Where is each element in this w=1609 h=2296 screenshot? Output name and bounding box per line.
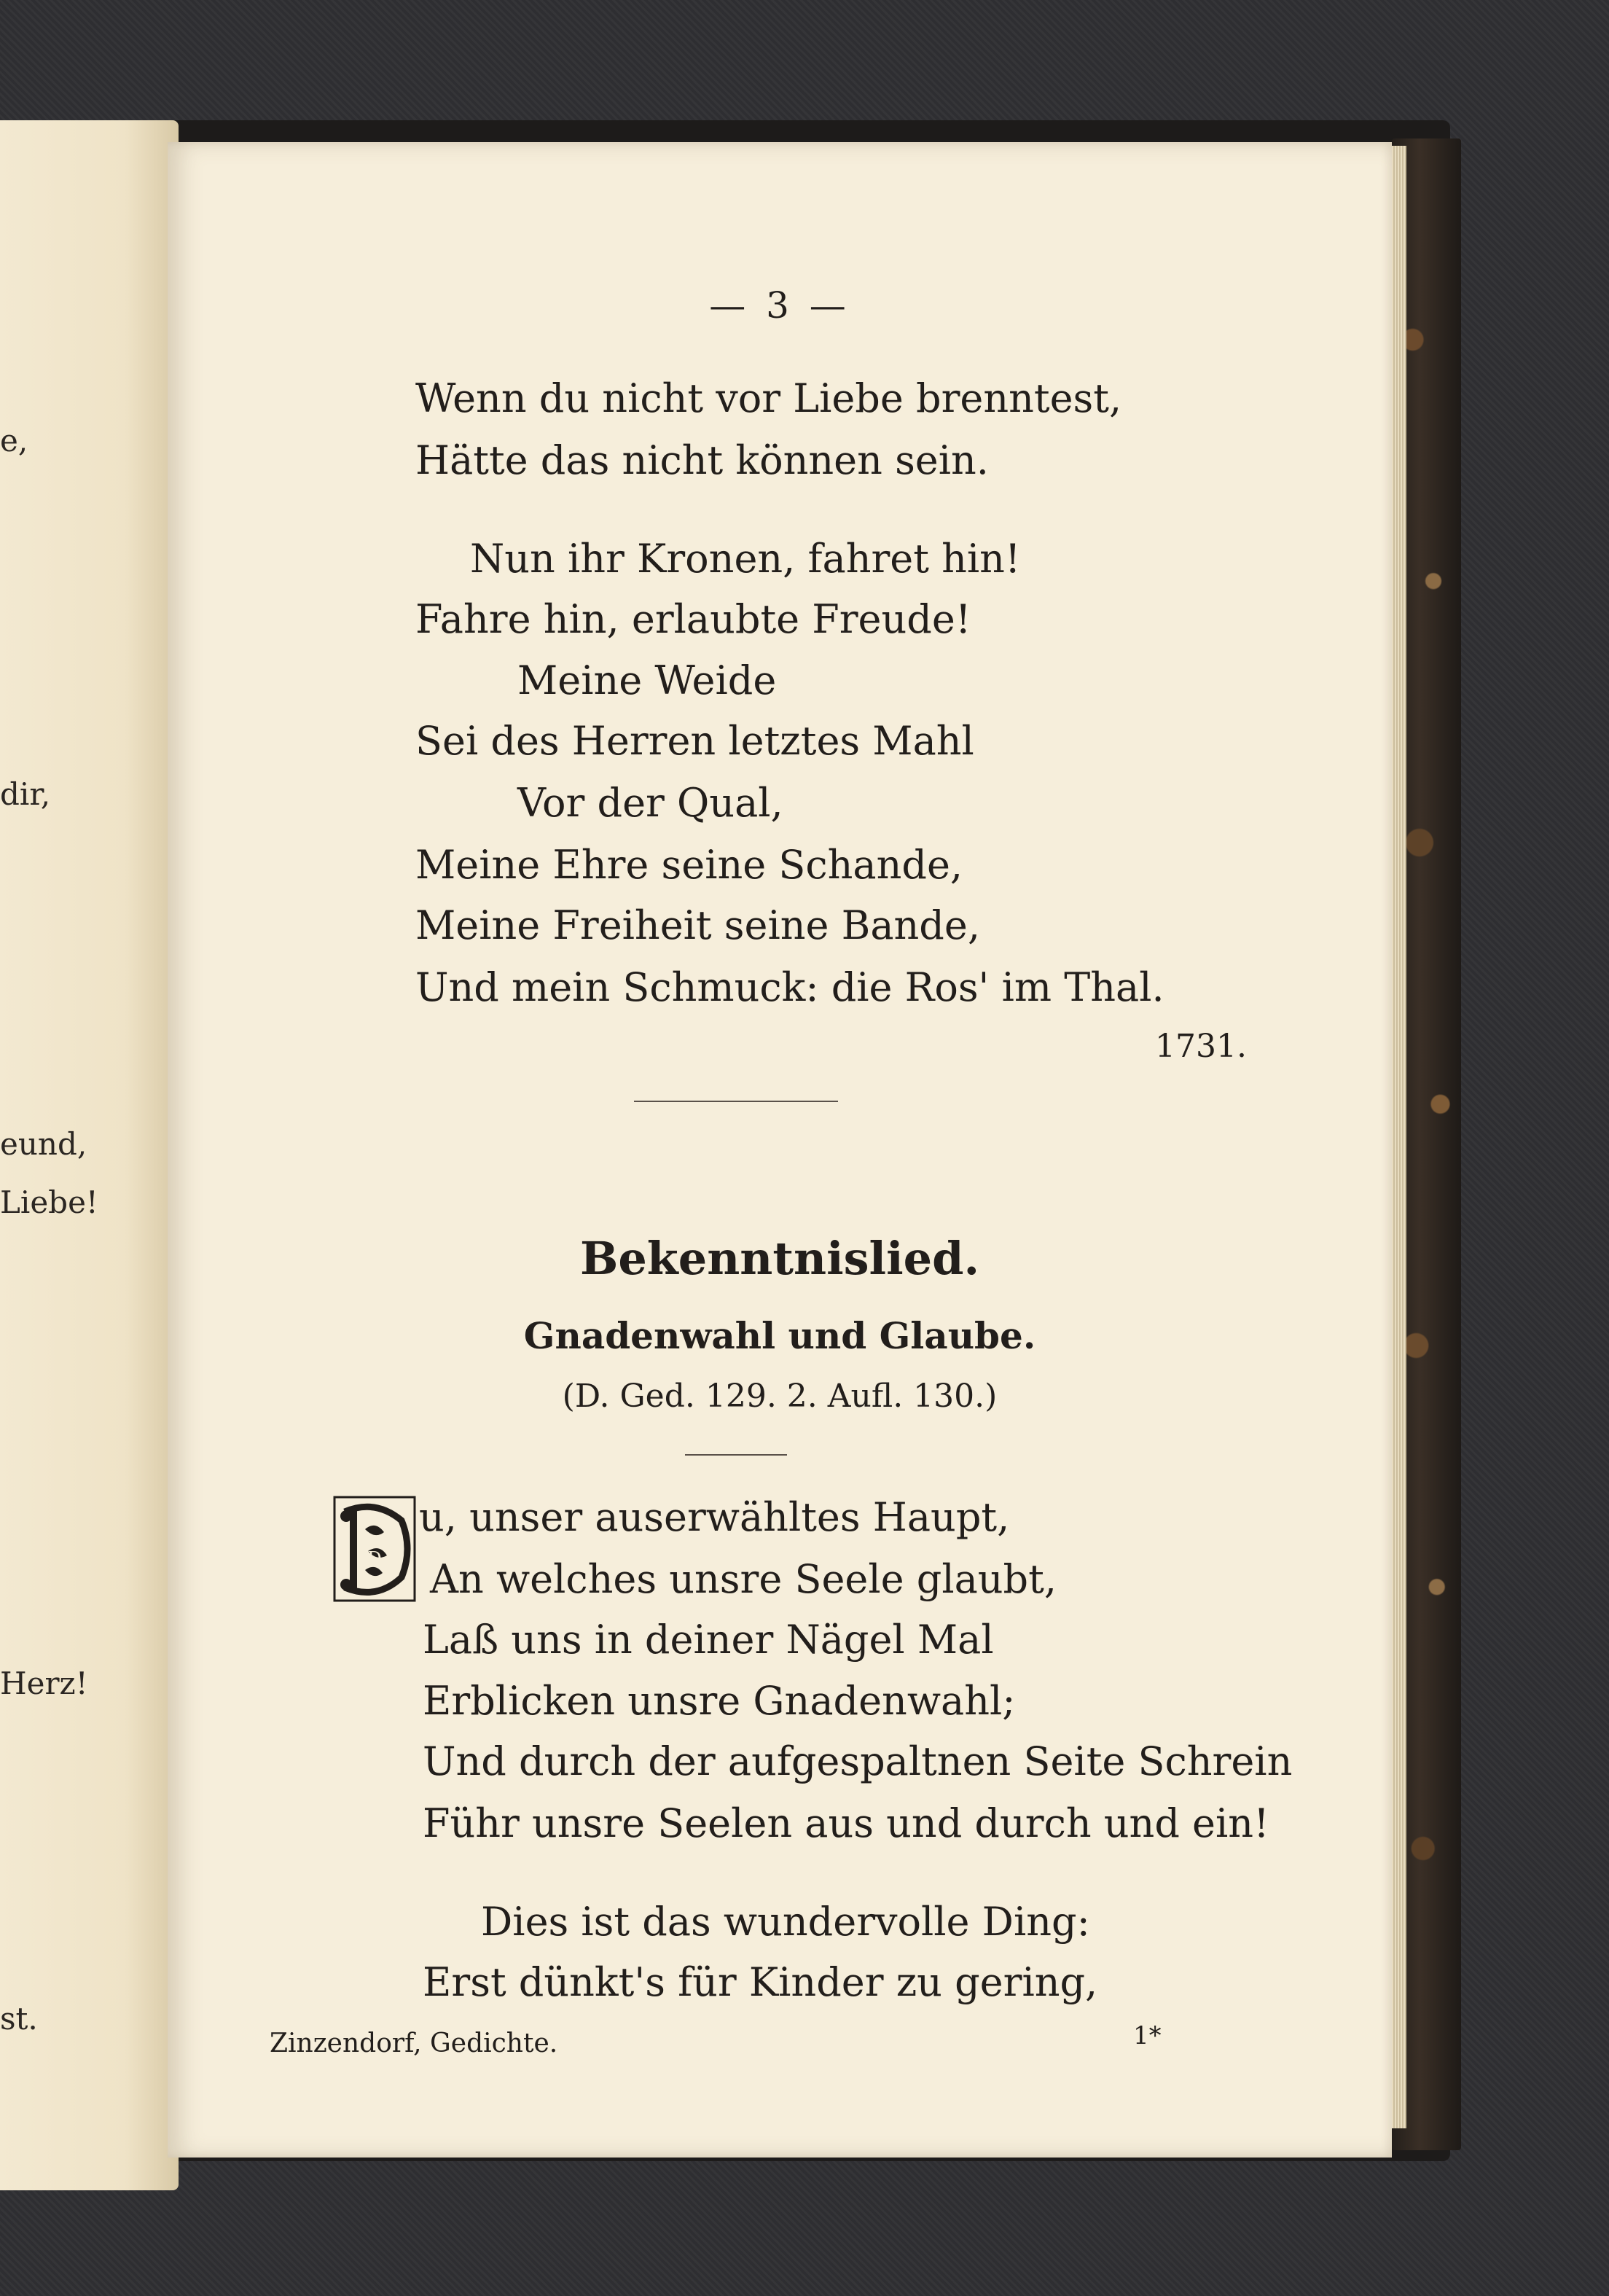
verse-line: u, unser auserwähltes Haupt, [419, 1494, 1010, 1540]
verse-line: Sei des Herren letztes Mahl [415, 718, 974, 764]
left-fragment: Herz! [0, 1666, 88, 1701]
verse-line: Fahre hin, erlaubte Freude! [415, 596, 971, 642]
verse-line: Vor der Qual, [517, 780, 783, 826]
left-fragment: eund, [0, 1126, 87, 1162]
source-reference: (D. Ged. 129. 2. Aufl. 130.) [562, 1378, 998, 1415]
ornamental-dropcap-icon [332, 1494, 418, 1604]
verse-line: Erst dünkt's für Kinder zu gering, [423, 1959, 1098, 2005]
verse-line: Wenn du nicht vor Liebe brenntest, [415, 375, 1122, 421]
left-facing-page [0, 120, 179, 2190]
verse-line: Meine Ehre seine Schande, [415, 842, 963, 888]
poem-subtitle: Gnadenwahl und Glaube. [523, 1314, 1036, 1357]
left-fragment: Liebe! [0, 1184, 98, 1220]
title-divider [685, 1454, 787, 1456]
left-fragment: e, [0, 423, 28, 458]
footer-sheet-mark: 1* [1133, 2021, 1162, 2050]
verse-line: Führ unsre Seelen aus und durch und ein! [423, 1800, 1269, 1846]
page-number: — 3 — [709, 284, 850, 327]
dropcap-letter: D [367, 1548, 382, 1569]
verse-line: Und durch der aufgespaltnen Seite Schrein [423, 1738, 1293, 1784]
verse-line: Meine Weide [517, 657, 777, 703]
poem-year: 1731. [1155, 1028, 1247, 1065]
left-fragment: dir, [0, 776, 51, 812]
verse-line: Und mein Schmuck: die Ros' im Thal. [415, 964, 1164, 1010]
section-divider [634, 1101, 838, 1102]
left-fragment: st. [0, 2001, 38, 2037]
verse-line: Nun ihr Kronen, fahret hin! [470, 536, 1021, 582]
verse-line: Meine Freiheit seine Bande, [415, 902, 980, 948]
verse-line: Laß uns in deiner Nägel Mal [423, 1617, 994, 1663]
verse-line: Hätte das nicht können sein. [415, 437, 989, 483]
poem-title: Bekenntnislied. [579, 1232, 980, 1285]
verse-line: An welches unsre Seele glaubt, [430, 1556, 1057, 1602]
verse-line: Dies ist das wundervolle Ding: [481, 1899, 1090, 1945]
book-page [168, 142, 1392, 2158]
verse-line: Erblicken unsre Gnadenwahl; [423, 1678, 1016, 1724]
footer-signature: Zinzendorf, Gedichte. [270, 2028, 558, 2058]
